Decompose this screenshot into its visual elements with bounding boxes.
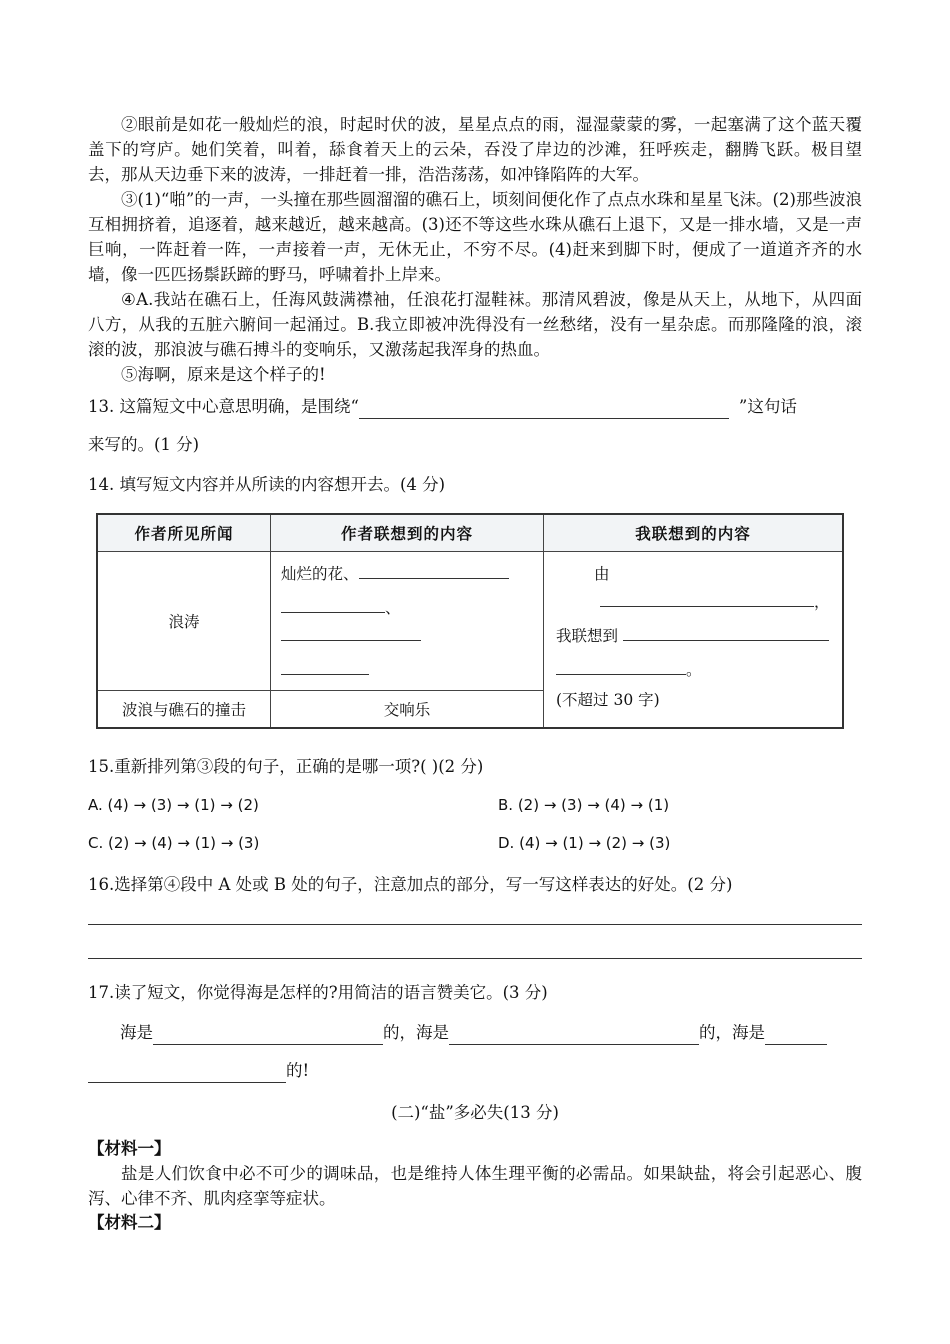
q17-sea-is-3: 海是 xyxy=(732,1023,765,1042)
q14-text-think: 我联想到 xyxy=(556,627,619,645)
q14-cell-symphony: 交响乐 xyxy=(271,691,544,729)
q14-cell-author-waves xyxy=(271,552,544,691)
q14-blank-4[interactable] xyxy=(281,656,369,675)
passage-paragraph-2: ②眼前是如花一般灿烂的浪，时起时伏的波，星星点点的雨，湿湿蒙蒙的雾，一起塞满了这个蓝天覆盖下的穹庐。她们笑着，叫着，舔食着天上的云朵，吞没了岸边的沙滩，狂呼疾走，翻腾飞跃。极目望去，那从天边垂下来的波涛，一排赶着一排，浩浩荡荡，如冲锋陷阵的大军。 xyxy=(88,115,862,184)
q14-note: (不超过 30 字) xyxy=(556,691,660,709)
exam-page xyxy=(88,112,862,1235)
q17-blank-2[interactable] xyxy=(449,1026,699,1045)
q13-suffix: ”这句话 xyxy=(738,397,797,416)
q17-title: 17.读了短文，你觉得海是怎样的?用简洁的语言赞美它。(3 分) xyxy=(88,983,548,1002)
q17-blank-3[interactable] xyxy=(765,1026,827,1045)
q13-line2: 来写的。(1 分) xyxy=(88,435,200,454)
q17-de-1: 的， xyxy=(383,1023,416,1042)
section-2 xyxy=(88,1101,862,1235)
q14-blank-6[interactable] xyxy=(623,622,829,641)
q14-title: 14. 填写短文内容并从所读的内容想开去。(4 分) xyxy=(88,475,446,494)
material-1-text: 盐是人们饮食中必不可少的调味品，也是维持人体生理平衡的必需品。如果缺盐，将会引起恶心、腹泻、心律不齐、肌肉痉挛等症状。 xyxy=(88,1164,862,1208)
q14-sep: 、 xyxy=(385,599,401,617)
q17-sea-is-2: 海是 xyxy=(416,1023,449,1042)
material-1-label: 【材料一】 xyxy=(88,1139,171,1158)
q15-option-a[interactable]: A. (4) → (3) → (1) → (2) xyxy=(88,796,259,814)
q14-cell-waves: 浪涛 xyxy=(97,552,271,691)
q17-blank-1[interactable] xyxy=(153,1026,383,1045)
q15-option-c[interactable]: C. (2) → (4) → (1) → (3) xyxy=(88,834,260,852)
q15-option-d[interactable]: D. (4) → (1) → (2) → (3) xyxy=(498,834,671,852)
q14-header-my-thought: 我联想到的内容 xyxy=(544,514,844,552)
q14-header-author-thought: 作者联想到的内容 xyxy=(271,514,544,552)
q16-answer-line-1[interactable] xyxy=(88,923,862,925)
q14-comma: ， xyxy=(814,593,830,611)
q14-blank-7[interactable] xyxy=(556,656,686,675)
q17-de-2: 的， xyxy=(699,1023,732,1042)
q13-answer-blank[interactable] xyxy=(359,400,729,419)
q17-sea-is-1: 海是 xyxy=(120,1023,153,1042)
q17-de-end: 的! xyxy=(286,1061,310,1080)
q15-option-b[interactable]: B. (2) → (3) → (4) → (1) xyxy=(498,796,670,814)
question-15 xyxy=(88,755,862,855)
q16-title: 16.选择第④段中 A 处或 B 处的句子，注意加点的部分，写一写这样表达的好处。(2 分) xyxy=(88,875,733,894)
q14-cell-collision: 波浪与礁石的撞击 xyxy=(97,691,271,729)
q14-table xyxy=(96,513,844,729)
section-2-heading: (二)“盐”多必失(13 分) xyxy=(391,1103,559,1122)
passage-paragraph-3: ③(1)“啪”的一声，一头撞在那些圆溜溜的礁石上，顷刻间便化作了点点水珠和星星飞沫。(2)那些波浪互相拥挤着，追逐着，越来越近，越来越高。(3)还不等这些水珠从礁石上退下，又是一排水墙，又是一声巨响，一阵赶着一阵，一声接着一声，无休无止，不穷不尽。(4)赶来到脚下时，便成了一道道齐齐的水墙，像一匹匹扬鬃跃蹄的野马，呼啸着扑上岸来。 xyxy=(88,190,862,284)
question-13 xyxy=(88,395,862,457)
q14-text-you: 由 xyxy=(594,565,610,583)
q14-blank-5[interactable] xyxy=(600,588,814,607)
material-2-label: 【材料二】 xyxy=(88,1213,171,1232)
q15-title: 15.重新排列第③段的句子，正确的是哪一项?( )(2 分) xyxy=(88,757,484,776)
q13-prefix: 13. 这篇短文中心意思明确，是围绕“ xyxy=(88,397,359,416)
passage-paragraph-4: ④A.我站在礁石上，任海风鼓满襟袖，任浪花打湿鞋袜。那清风碧波，像是从天上，从地下，从四面八方，从我的五脏六腑间一起涌过。B.我立即被冲洗得没有一丝愁绪，没有一星杂虑。而那隆隆的浪，滚滚的波，那浪波与礁石搏斗的变响乐，又激荡起我浑身的热血。 xyxy=(88,290,862,359)
question-16 xyxy=(88,873,862,959)
q14-text-flower: 灿烂的花、 xyxy=(281,565,359,583)
q14-blank-3[interactable] xyxy=(281,622,421,641)
q14-header-seen: 作者所见所闻 xyxy=(97,514,271,552)
q14-cell-my-thought xyxy=(544,552,844,729)
q17-blank-3-cont[interactable] xyxy=(88,1064,286,1083)
q14-period: 。 xyxy=(686,661,702,679)
question-14 xyxy=(88,473,862,729)
q14-blank-2[interactable] xyxy=(281,594,385,613)
passage-paragraph-5: ⑤海啊，原来是这个样子的! xyxy=(121,365,326,384)
q16-answer-line-2[interactable] xyxy=(88,957,862,959)
question-17 xyxy=(88,981,862,1083)
q14-blank-1[interactable] xyxy=(359,560,509,579)
